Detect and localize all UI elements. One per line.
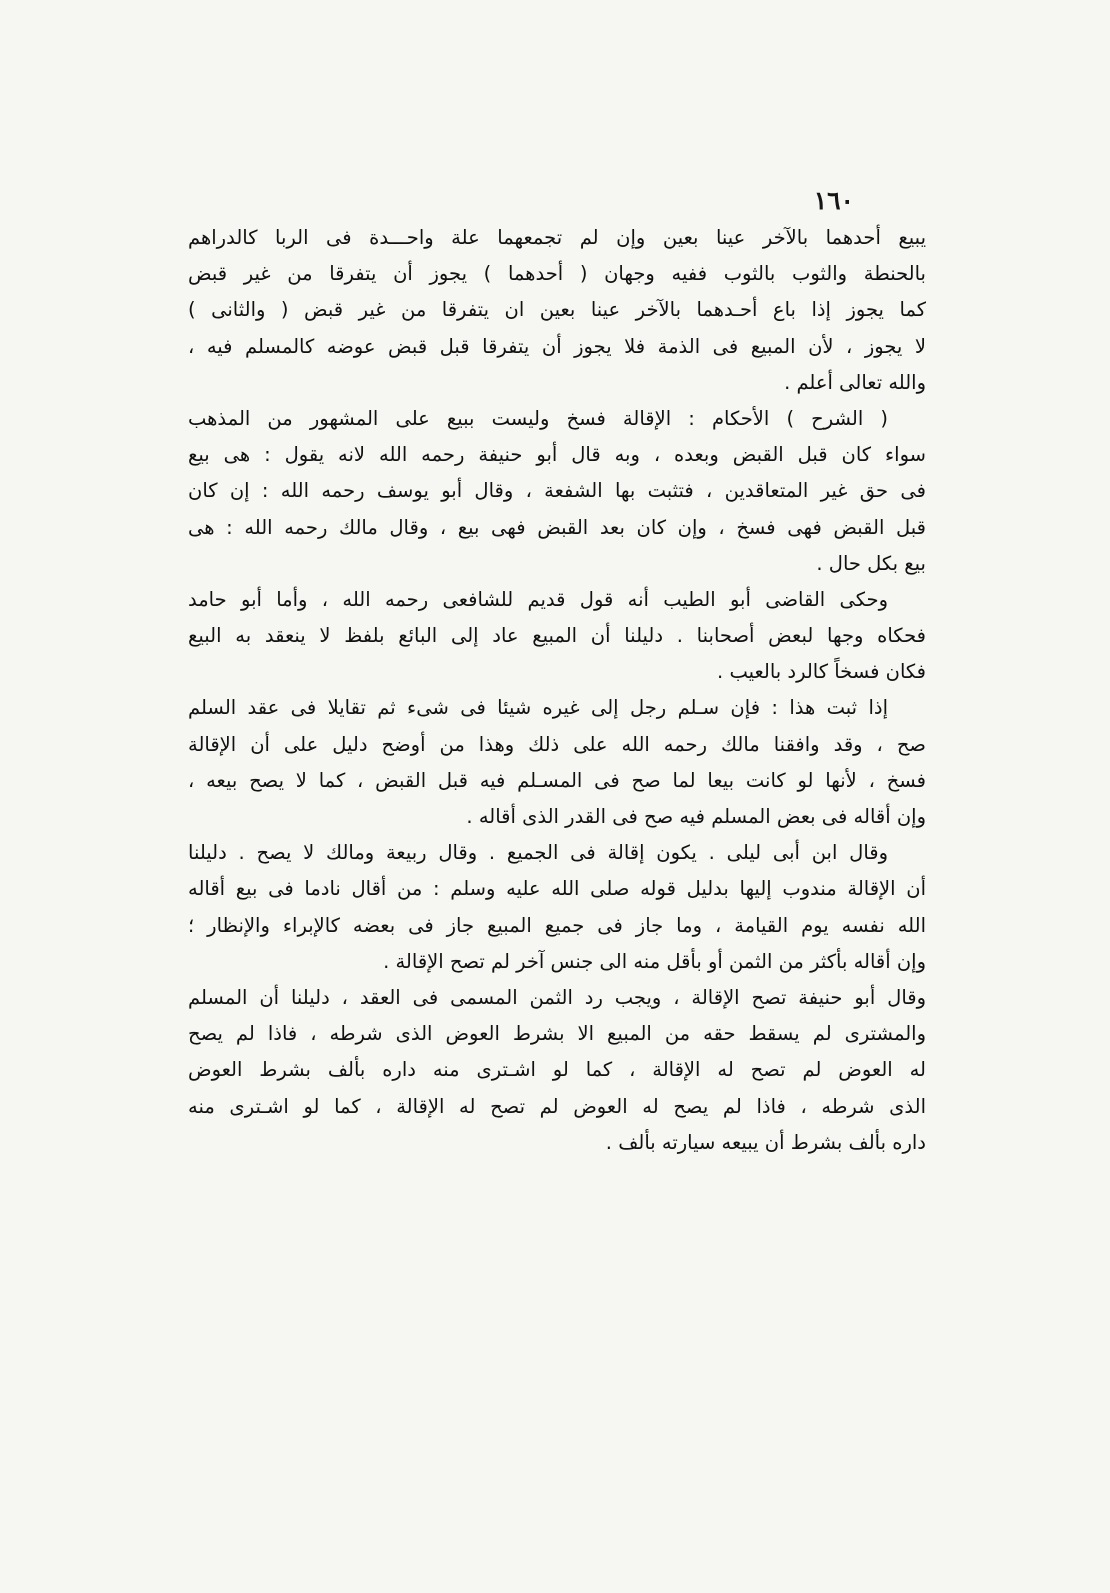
text-line: يبيع أحدهما بالآخر عينا بعين وإن لم تجمعهما علة واحـــدة فى الربا كالدراهم bbox=[188, 226, 926, 249]
text-line: والمشترى لم يسقط حقه من المبيع الا بشرط العوض الذى شرطه ، فاذا لم يصح bbox=[188, 1022, 926, 1046]
text-line: لا يجوز ، لأن المبيع فى الذمة فلا يجوز أن يتفرقا قبل قبض عوضه كالمسلم فيه ، bbox=[188, 334, 926, 358]
text-line: قبل القبض فهى فسخ ، وإن كان بعد القبض فهى بيع ، وقال مالك رحمه الله : هى bbox=[188, 515, 926, 539]
page-number: ١٦٠ bbox=[813, 186, 854, 215]
text-line: داره بألف بشرط أن يبيعه سيارته بألف . bbox=[605, 1130, 926, 1154]
text-line: له العوض لم تصح له الإقالة ، كما لو اشـترى منه داره بألف بشرط العوض bbox=[188, 1058, 926, 1082]
text-line: والله تعالى أعلم . bbox=[784, 370, 926, 394]
text-line: وحكى القاضى أبو الطيب أنه قول قديم للشافعى رحمه الله ، وأما أبو حامد bbox=[188, 587, 888, 611]
text-line: فكان فسخاً كالرد بالعيب . bbox=[717, 660, 926, 684]
text-line: الله نفسه يوم القيامة ، وما جاز فى جميع المبيع جاز فى بعضه كالإبراء والإنظار ؛ bbox=[188, 913, 926, 937]
text-line: فسخ ، لأنها لو كانت بيعا لما صح فى المسـلم فيه قبل القبض ، كما لا يصح بيعه ، bbox=[188, 768, 926, 792]
text-line: بيع بكل حال . bbox=[816, 551, 926, 575]
text-line: ( الشرح ) الأحكام : الإقالة فسخ وليست ببيع على المشهور من المذهب bbox=[188, 406, 888, 430]
text-line: وإن أقاله بأكثر من الثمن أو بأقل منه الى جنس آخر لم تصح الإقالة . bbox=[383, 949, 926, 973]
text-line: صح ، وقد وافقنا مالك رحمه الله على ذلك وهذا من أوضح دليل على أن الإقالة bbox=[188, 732, 926, 756]
body-text bbox=[188, 220, 926, 1161]
text-line: الذى شرطه ، فاذا لم يصح له العوض لم تصح له الإقالة ، كما لو اشـترى منه bbox=[188, 1094, 926, 1118]
text-line: فى حق غير المتعاقدين ، فتثبت بها الشفعة ، وقال أبو يوسف رحمه الله : إن كان bbox=[188, 479, 926, 503]
text-line: بالحنطة والثوب بالثوب ففيه وجهان ( أحدهما ) يجوز أن يتفرقا من غير قبض bbox=[188, 262, 926, 286]
text-line: وإن أقاله فى بعض المسلم فيه صح فى القدر الذى أقاله . bbox=[466, 805, 926, 828]
text-line: وقال ابن أبى ليلى . يكون إقالة فى الجميع . وقال ربيعة ومالك لا يصح . دليلنا bbox=[188, 841, 888, 865]
text-line: فحكاه وجها لبعض أصحابنا . دليلنا أن المبيع عاد إلى البائع بلفظ لا ينعقد به البيع bbox=[188, 624, 926, 648]
text-line: وقال أبو حنيفة تصح الإقالة ، ويجب رد الثمن المسمى فى العقد ، دليلنا أن المسلم bbox=[188, 985, 926, 1009]
text-line: إذا ثبت هذا : فإن سـلم رجل إلى غيره شيئا فى شىء ثم تقايلا فى عقد السلم bbox=[188, 696, 888, 720]
text-line: كما يجوز إذا باع أحـدهما بالآخر عينا بعين ان يتفرقا من غير قبض ( والثانى ) bbox=[188, 298, 926, 322]
text-line: أن الإقالة مندوب إليها بدليل قوله صلى الله عليه وسلم : من أقال نادما فى بيع أقاله bbox=[188, 877, 926, 901]
text-line: سواء كان قبل القبض وبعده ، وبه قال أبو حنيفة رحمه الله لانه يقول : هى بيع bbox=[188, 443, 926, 467]
